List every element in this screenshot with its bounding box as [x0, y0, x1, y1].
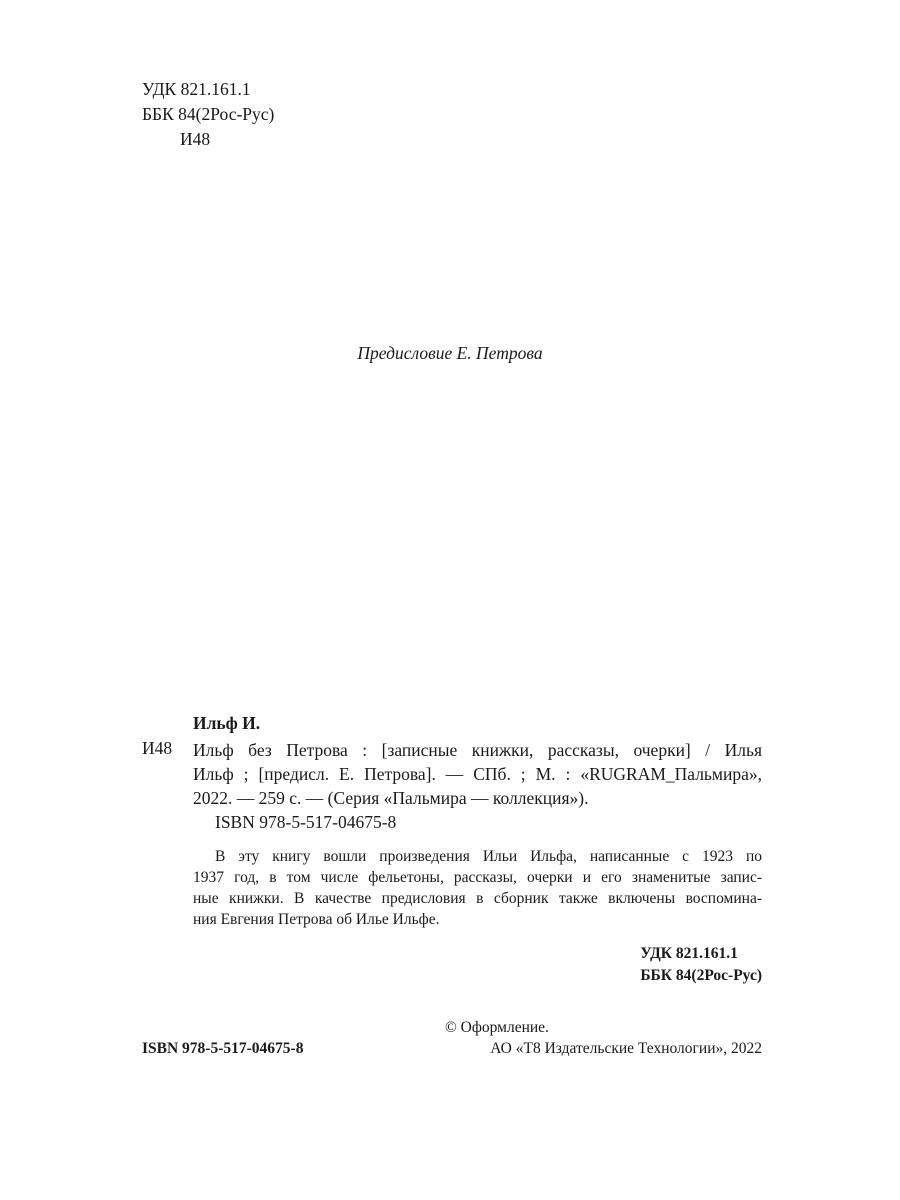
- annotation-line: В эту книгу вошли произведения Ильи Ильфа, написанные с 1923 по: [215, 848, 762, 865]
- record-bbk: ББК 84(2Рос-Рус): [640, 967, 762, 984]
- record-author-mark: И48: [142, 738, 173, 758]
- foreword-note: Предисловие Е. Петрова: [357, 343, 543, 363]
- description-line: Ильф ; [предисл. Е. Петрова]. — СПб. ; М. : «RUGRAM_Пальмира»,: [193, 764, 762, 784]
- annotation-line: ния Евгения Петрова об Илье Ильфе.: [193, 911, 440, 928]
- record-classification-codes: [640, 943, 762, 987]
- bbk-code: ББК 84(2Рос-Рус): [142, 104, 275, 124]
- footer-isbn: ISBN 978-5-517-04675-8: [142, 1040, 304, 1057]
- author-heading: Ильф И.: [193, 713, 261, 733]
- top-classification-codes: [142, 77, 274, 152]
- record-udk: УДК 821.161.1: [640, 945, 738, 962]
- udk-code: УДК 821.161.1: [142, 79, 251, 99]
- bibliographic-description: [193, 738, 762, 810]
- author-mark: И48: [180, 129, 211, 149]
- record-isbn: ISBN 978-5-517-04675-8: [215, 812, 397, 832]
- annotation: [193, 846, 762, 930]
- copyright-note: © Оформление.: [445, 1019, 549, 1036]
- description-line: 2022. — 259 с. — (Серия «Пальмира — коллекция»).: [193, 788, 589, 808]
- annotation-line: ные книжки. В качестве предисловия в сборник также включены воспомина-: [193, 890, 762, 907]
- annotation-line: 1937 год, в том числе фельетоны, рассказы, очерки и его знаменитые запис-: [193, 869, 762, 886]
- publisher-line: АО «Т8 Издательские Технологии», 2022: [490, 1040, 762, 1057]
- description-line: Ильф без Петрова : [записные книжки, рассказы, очерки] / Илья: [193, 740, 762, 760]
